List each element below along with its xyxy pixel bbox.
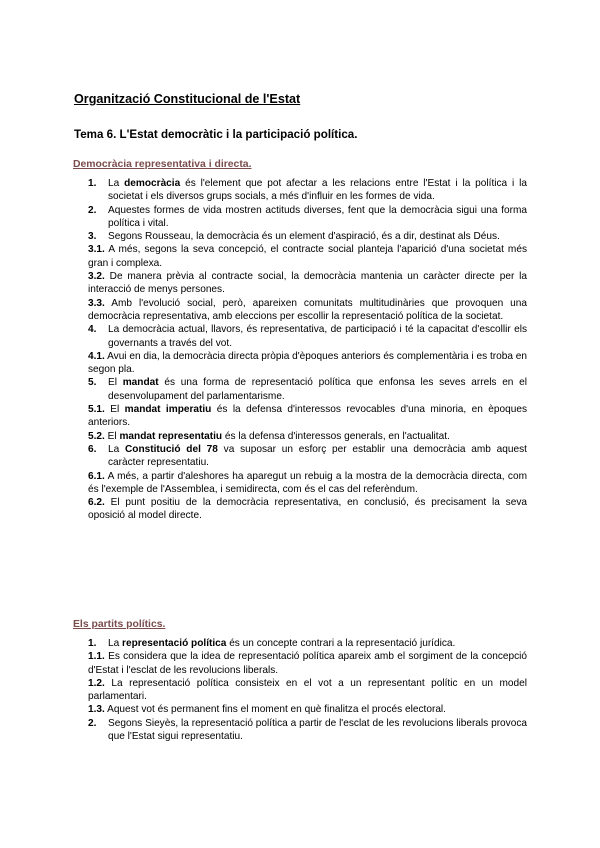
item-bold-term: representació política: [122, 638, 227, 649]
sub-item-text: El: [104, 404, 125, 416]
sub-item-text: Avui en dia, la democràcia directa pròpia d'èpoques anteriors és complementària i es troba en segon pla.: [88, 350, 527, 376]
sub-item-text: La representació política consisteix en el vot a un representant polític en un model parlamentari.: [88, 677, 527, 703]
sub-item-number: 1.2.: [88, 677, 105, 689]
list-item: [88, 717, 527, 744]
item-number: 2.: [88, 204, 97, 216]
topic-heading: Tema 6. L'Estat democràtic i la participació política.: [74, 128, 358, 141]
sub-item-number: 3.1.: [88, 244, 105, 256]
section-heading-democracy: Democràcia representativa i directa.: [73, 159, 252, 170]
item-text: Aquestes formes de vida mostren actituds diverses, fent que la democràcia sigui una forma política i vital.: [108, 204, 527, 229]
list-item: [88, 230, 527, 243]
sub-item: [88, 430, 527, 443]
item-text: La: [108, 638, 123, 649]
sub-item-text: Aquest vot és permanent fins el moment en què finalitza el procés electoral.: [104, 704, 446, 716]
sub-item-text: A més, segons la seva concepció, el contracte social planteja l'aparició d'una societat més gran i complexa.: [88, 244, 527, 269]
sub-item-number: 6.1.: [88, 470, 105, 482]
section-heading-parties: Els partits polítics.: [73, 619, 166, 630]
item-text: és una forma de representació política que enfonsa les seves arrels en el desenvolupament del parlamentarisme.: [108, 377, 528, 402]
item-bold-term: mandat imperatiu: [124, 404, 212, 416]
sub-item-text: és la defensa d'interessos revocables d'una minoria, en èpoques anteriors.: [88, 404, 527, 429]
sub-item-text: El punt positiu de la democràcia representativa, en conclusió, és precisament la seva oposició al model directe.: [88, 497, 527, 522]
sub-item-text: El: [104, 430, 120, 442]
list-item: [88, 177, 527, 204]
item-text: El: [108, 377, 123, 389]
sub-item: [88, 243, 527, 270]
sub-item-number: 1.3.: [88, 704, 105, 716]
sub-item-text: és la defensa d'interessos generals, en l'actualitat.: [222, 430, 450, 442]
sub-item: [88, 350, 527, 377]
sub-item: [88, 496, 527, 523]
sub-item: [88, 677, 527, 704]
item-number: 6.: [88, 443, 97, 455]
item-number: 1.: [88, 638, 97, 649]
item-text: La: [108, 443, 126, 455]
sub-item-number: 4.1.: [88, 350, 105, 362]
sub-item: [88, 703, 527, 716]
sub-item-text: A més, a partir d'aleshores ha aparegut un rebuig a la mostra de la democràcia directa, com és l'exemple de l'Assemblea, i semidirecta, com és el cas del referèndum.: [88, 470, 527, 495]
sub-item: [88, 650, 527, 677]
item-bold-term: mandat: [122, 377, 159, 389]
item-number: 1.: [88, 178, 97, 189]
item-text: és un concepte contrari a la representació jurídica.: [226, 638, 456, 649]
item-text: Segons Sieyès, la representació política a partir de l'esclat de les revolucions liberals provoca que l'Estat sigui representatiu.: [108, 717, 527, 743]
item-text: Segons Rousseau, la democràcia és un element d'aspiració, és a dir, destinat als Déus.: [108, 231, 500, 243]
sub-item-text: De manera prèvia al contracte social, la democràcia mantenia un caràcter directe per la interacció de menys persones.: [88, 271, 527, 296]
item-text: La: [108, 178, 125, 189]
list-item: [88, 204, 527, 231]
sub-item-number: 5.2.: [88, 430, 105, 442]
sub-item-text: Es considera que la idea de representació política apareix amb el sorgiment de la concepció d'Estat i l'esclat de les revolucions liberals.: [88, 651, 527, 676]
item-number: 2.: [88, 717, 97, 729]
item-number: 3.: [88, 231, 97, 243]
item-number: 4.: [88, 324, 97, 336]
list-item: [88, 323, 527, 350]
sub-item: [88, 470, 527, 497]
sub-item-number: 6.2.: [88, 497, 105, 509]
item-number: 5.: [88, 377, 97, 389]
sub-item-number: 1.1.: [88, 651, 105, 663]
section-list-parties: [88, 637, 527, 743]
sub-item-number: 3.3.: [88, 297, 105, 309]
item-bold-term: Constitució del 78: [125, 443, 218, 455]
list-item: [88, 443, 527, 470]
list-item: [88, 376, 527, 403]
sub-item: [88, 297, 527, 324]
sub-item-text: Amb l'evolució social, però, apareixen comunitats multitudinàries que provoquen una democràcia representativa, amb eleccions per escollir la representació política de la societat.: [88, 297, 527, 322]
document-title: Organització Constitucional de l'Estat: [74, 92, 301, 106]
item-bold-term: democràcia: [124, 178, 181, 189]
sub-item-number: 5.1.: [88, 404, 105, 416]
item-text: La democràcia actual, llavors, és representativa, de participació i té la capacitat d'escollir els governants a través del vot.: [108, 324, 527, 349]
sub-item: [88, 270, 527, 297]
list-item: [88, 637, 527, 650]
sub-item-number: 3.2.: [88, 271, 105, 283]
item-text: va suposar un esforç per establir una democràcia amb aquest caràcter representatiu.: [108, 443, 527, 469]
section-list-democracy: [88, 177, 527, 523]
item-text: és l'element que pot afectar a les relacions entre l'Estat i la política i la societat i els diversos grups socials, a més d'influir en les formes de vida.: [108, 178, 527, 203]
item-bold-term: mandat representatiu: [119, 430, 223, 442]
sub-item: [88, 403, 527, 430]
